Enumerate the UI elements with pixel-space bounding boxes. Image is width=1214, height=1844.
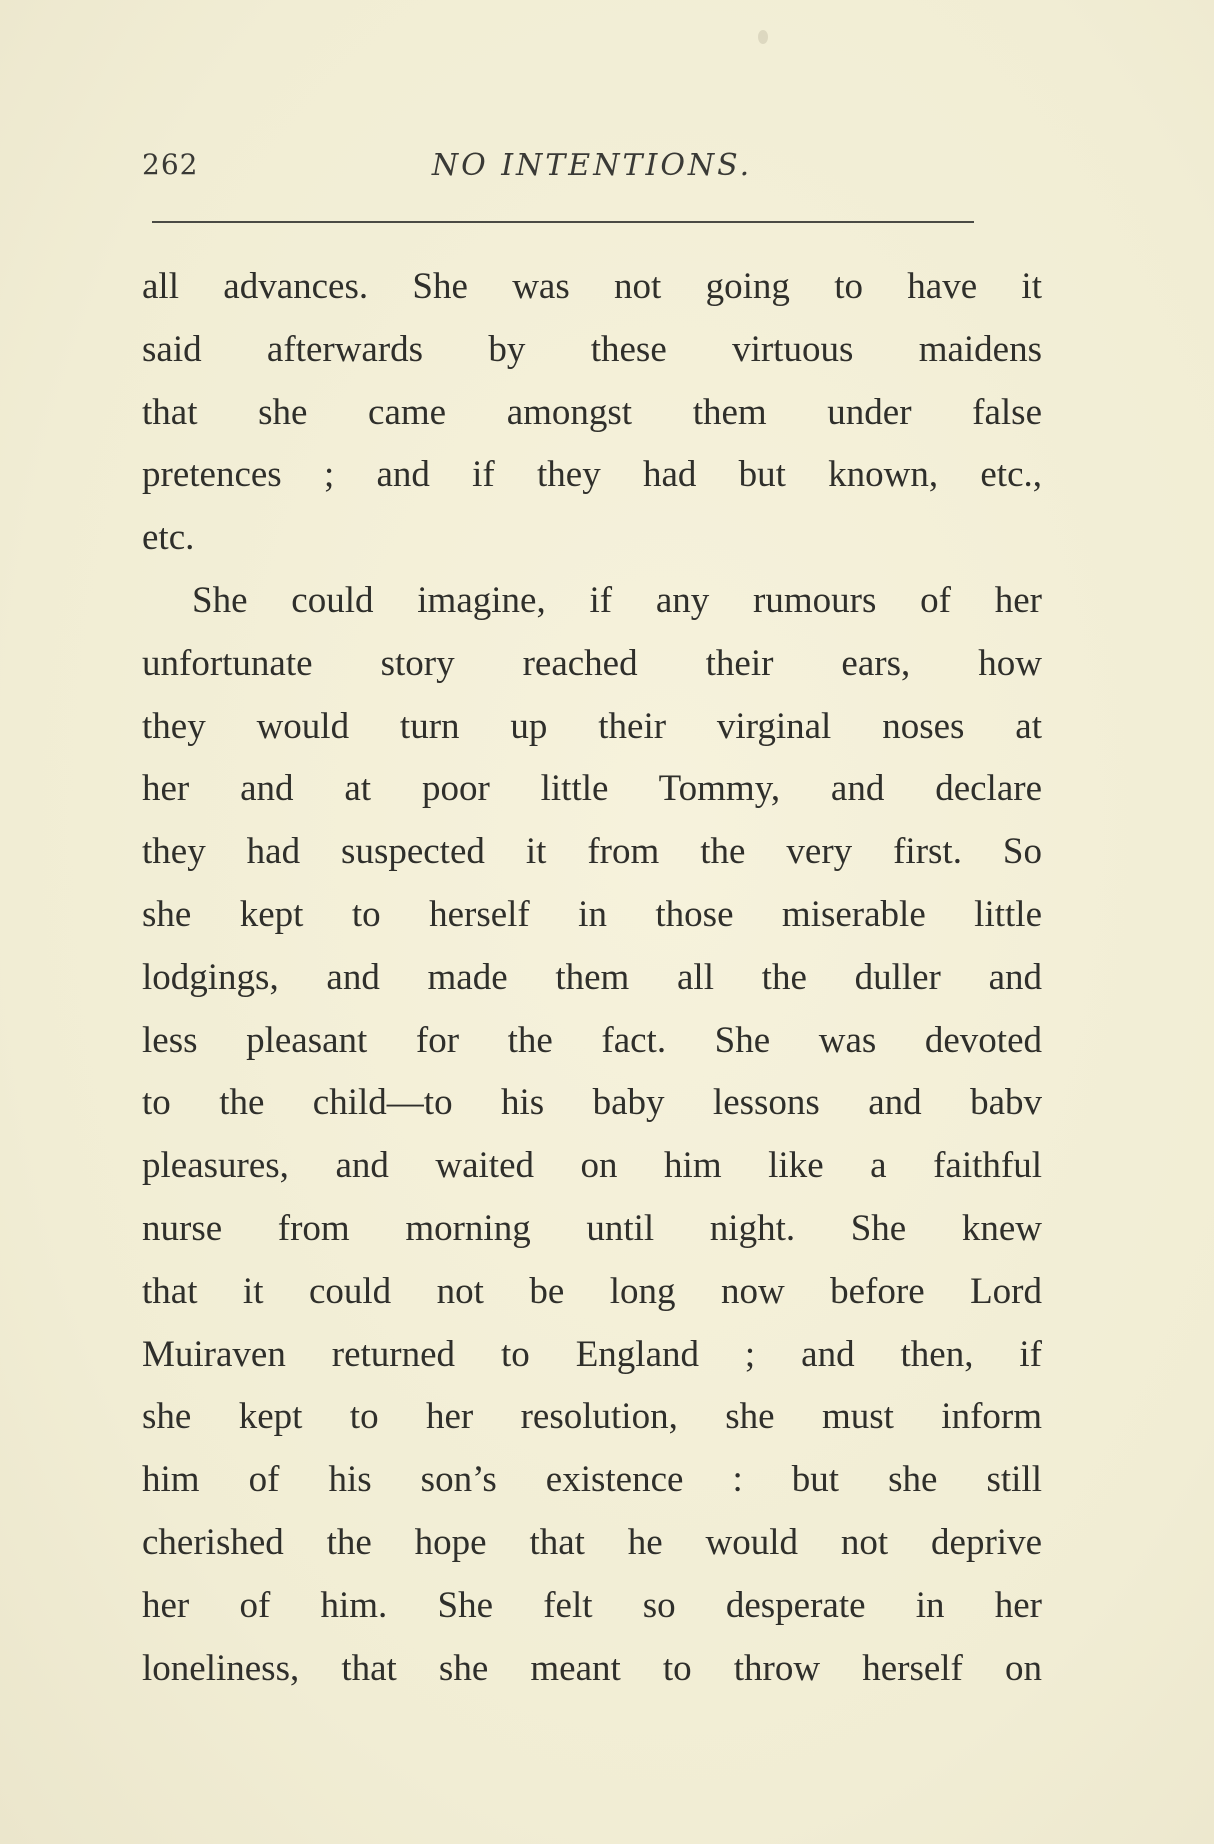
page-number: 262 [142, 148, 199, 181]
text-line: she kept to herself in those miserable little [142, 893, 1042, 935]
text-line: all advances. She was not going to have it [142, 266, 1042, 307]
text-line: said afterwards by these virtuous maidens [142, 328, 1042, 370]
text-line: her and at poor little Tommy, and declare [142, 768, 1042, 810]
text-line: to the child—to his baby lessons and babv [142, 1082, 1042, 1124]
text-line: they had suspected it from the very first. So [142, 831, 1042, 873]
text-line: She could imagine, if any rumours of her [192, 579, 1042, 621]
text-line: Muiraven returned to England ; and then, if [142, 1333, 1042, 1375]
text-line: pleasures, and waited on him like a faithful [142, 1145, 1042, 1187]
text-line: cherished the hope that he would not deprive [142, 1521, 1042, 1563]
text-line: that she came amongst them under false [142, 391, 1042, 433]
text-line: that it could not be long now before Lord [142, 1270, 1042, 1312]
text-line: less pleasant for the fact. She was devoted [142, 1019, 1042, 1061]
text-line: she kept to her resolution, she must inform [142, 1396, 1042, 1438]
text-line: etc. [142, 517, 195, 559]
page-header [142, 148, 1042, 198]
text-line: they would turn up their virginal noses at [142, 705, 1042, 747]
text-line: nurse from morning until night. She knew [142, 1207, 1042, 1249]
text-line: unfortunate story reached their ears, how [142, 642, 1042, 684]
text-line: pretences ; and if they had but known, etc., [142, 454, 1042, 496]
text-line: her of him. She felt so desperate in her [142, 1584, 1042, 1626]
body-text [142, 256, 1042, 1700]
text-line: lodgings, and made them all the duller and [142, 956, 1042, 998]
header-rule [152, 221, 974, 223]
text-line: loneliness, that she meant to throw herself on [142, 1647, 1042, 1689]
running-head: NO INTENTIONS. [431, 148, 753, 183]
text-line: him of his son’s existence : but she still [142, 1459, 1042, 1501]
paper-speck [758, 30, 768, 44]
